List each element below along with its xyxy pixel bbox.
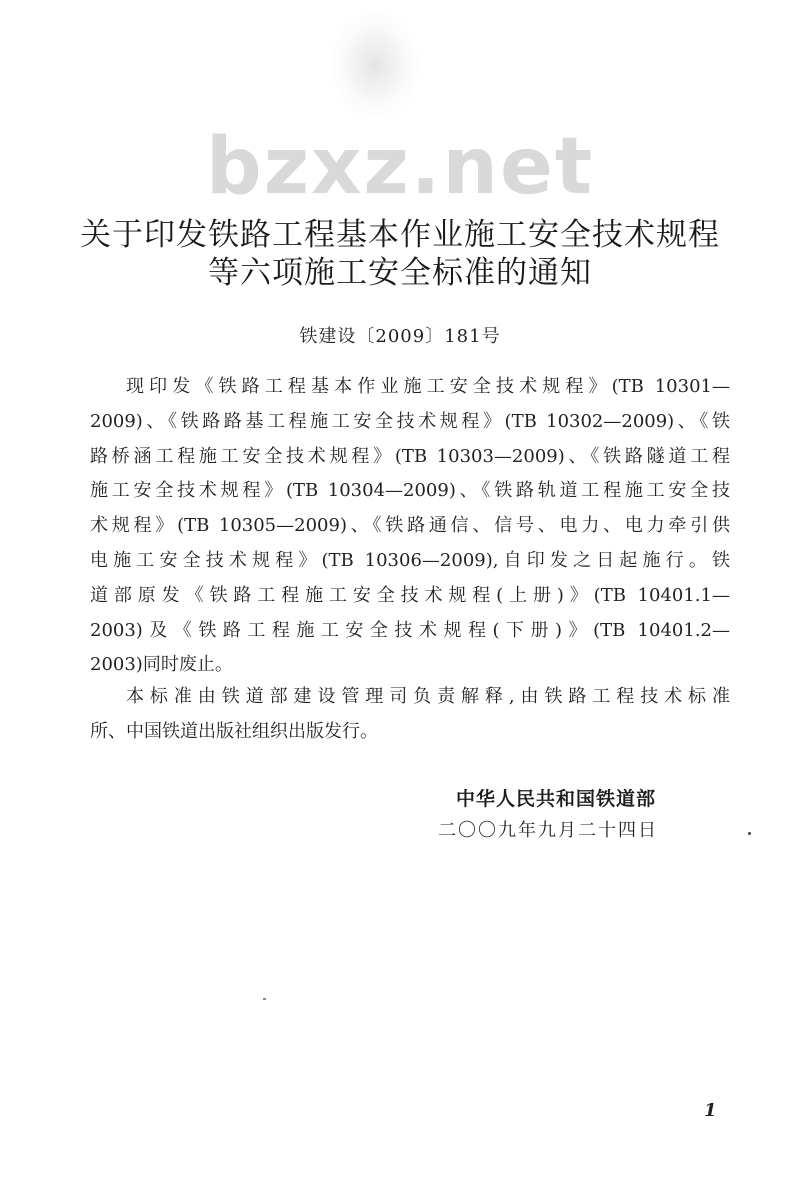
paragraph-1-line: 现印发《铁路工程基本作业施工安全技术规程》(TB 10301— [126,376,730,397]
document-number: 铁建设〔2009〕181号 [299,326,501,347]
paragraph-1-line: 2009)、《铁路路基工程施工安全技术规程》(TB 10302—2009)、《铁 [90,410,730,432]
paragraph-1-line: 电施工安全技术规程》(TB 10306—2009),自印发之日起施行。铁 [90,549,730,571]
paragraph-2-line: 所、中国铁道出版社组织出版发行。 [90,720,378,742]
signature-organization: 中华人民共和国铁道部 [456,788,657,810]
scan-speck [748,832,751,835]
scan-smudge [330,10,420,120]
paragraph-1-line: 施工安全技术规程》(TB 10304—2009)、《铁路轨道工程施工安全技 [90,480,730,502]
title-line-1: 关于印发铁路工程基本作业施工安全技术规程 [80,217,720,253]
page-number: 1 [704,1100,717,1121]
scan-speck [263,998,266,1000]
paragraph-1-line: 术规程》(TB 10305—2009)、《铁路通信、信号、电力、电力牵引供 [90,515,730,537]
paragraph-1 [90,370,730,683]
title-line-2: 等六项施工安全标准的通知 [208,255,592,291]
paragraph-2-line: 本标准由铁道部建设管理司负责解释,由铁路工程技术标准 [126,686,730,707]
paragraph-1-line: 路桥涵工程施工安全技术规程》(TB 10303—2009)、《铁路隧道工程 [90,445,730,467]
paragraph-2 [90,680,730,750]
paragraph-1-line: 2003)及《铁路工程施工安全技术规程(下册)》(TB 10401.2— [90,619,730,641]
paragraph-1-line: 道部原发《铁路工程施工安全技术规程(上册)》(TB 10401.1— [90,584,730,606]
signature-date: 二〇〇九年九月二十四日 [438,820,658,841]
paragraph-1-line: 2003)同时废止。 [90,654,233,676]
watermark: bzxz.net [205,122,595,212]
